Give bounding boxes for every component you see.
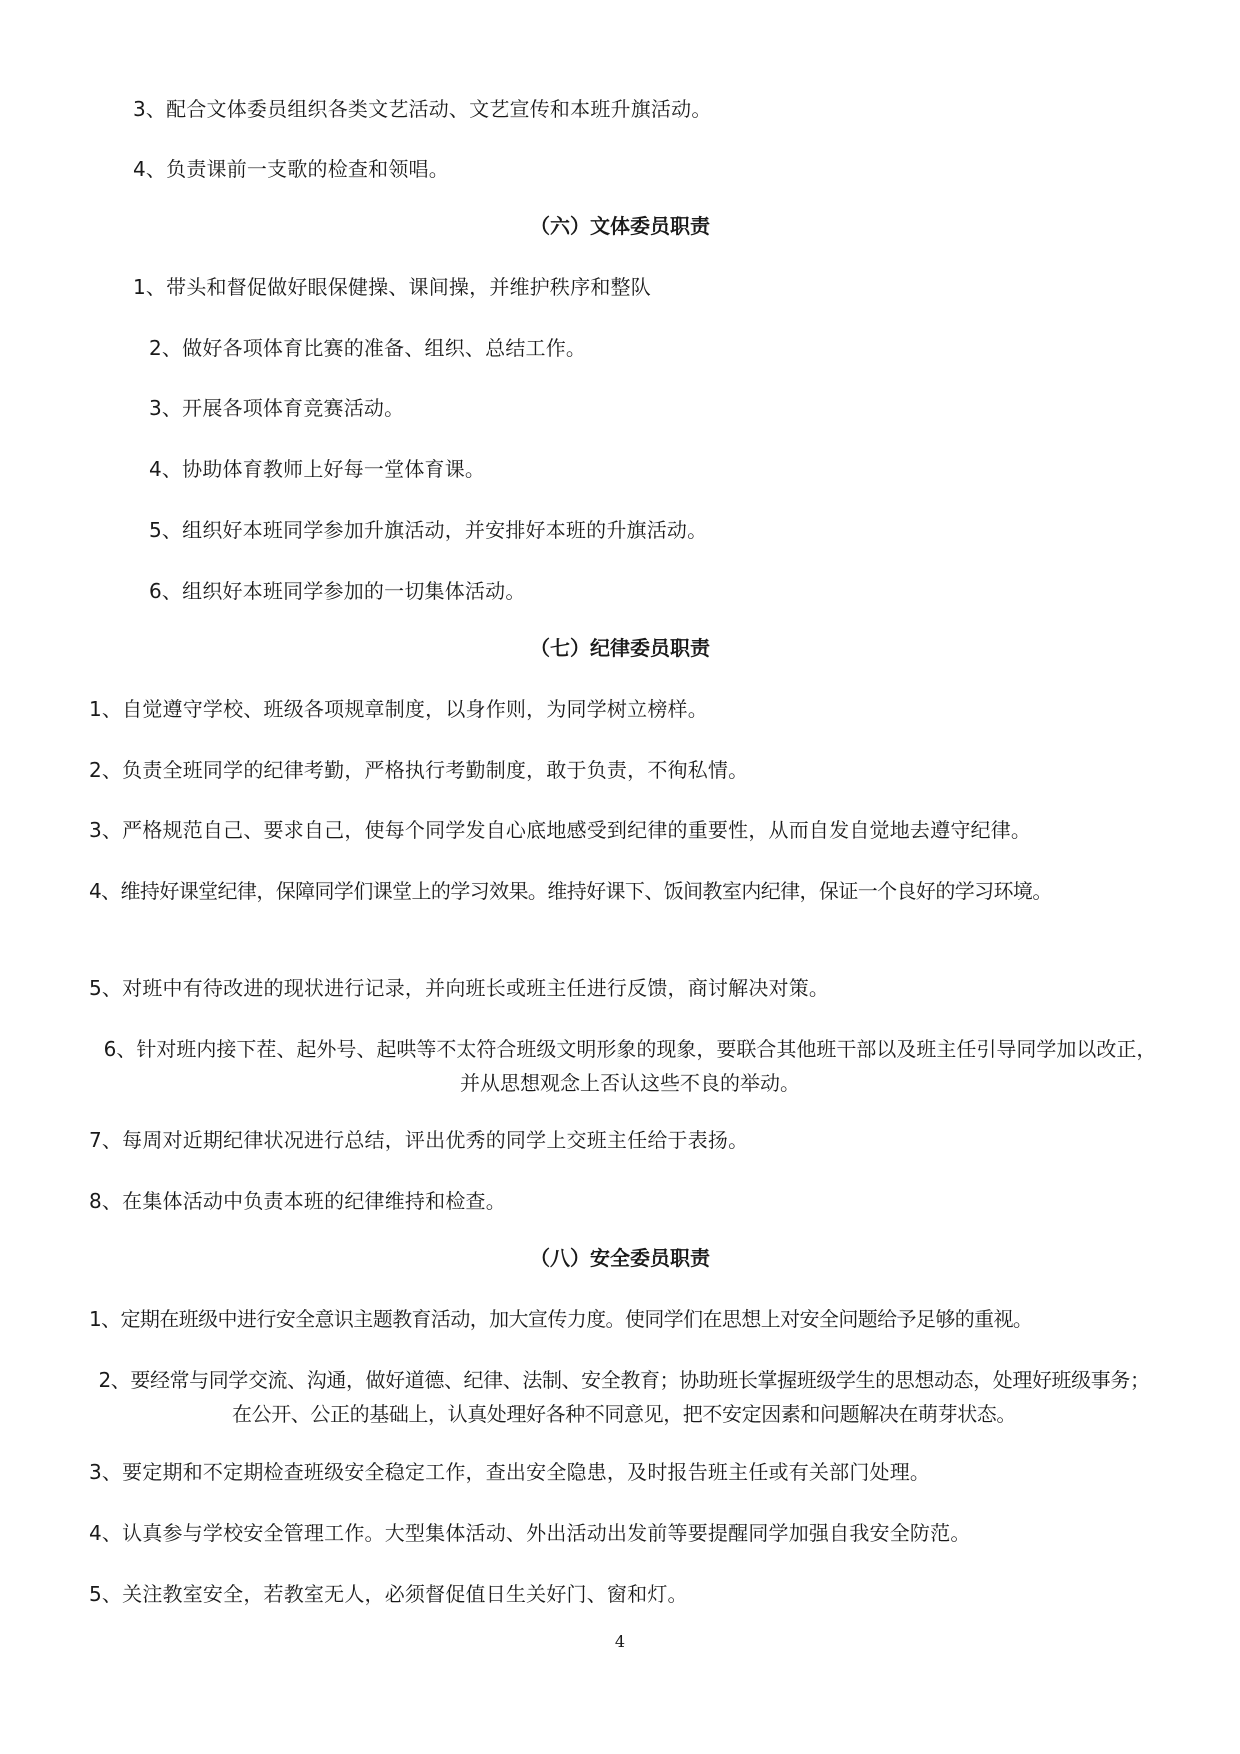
list-item: 5、组织好本班同学参加升旗活动，并安排好本班的升旗活动。 bbox=[149, 518, 708, 542]
list-item: 3、开展各项体育竞赛活动。 bbox=[149, 396, 405, 420]
list-item: 3、要定期和不定期检查班级安全稳定工作，查出安全隐患，及时报告班主任或有关部门处理。 bbox=[89, 1460, 931, 1484]
list-item: 1、自觉遵守学校、班级各项规章制度，以身作则，为同学树立榜样。 bbox=[89, 697, 708, 721]
list-item: 4、认真参与学校安全管理工作。大型集体活动、外出活动出发前等要提醒同学加强自我安全防范。 bbox=[89, 1521, 971, 1545]
list-item: 1、定期在班级中进行安全意识主题教育活动，加大宣传力度。使同学们在思想上对安全问题给予足够的重视。 bbox=[89, 1307, 1033, 1331]
list-item: 7、每周对近期纪律状况进行总结，评出优秀的同学上交班主任给于表扬。 bbox=[89, 1128, 749, 1152]
section-heading: （八）安全委员职责 bbox=[530, 1246, 710, 1270]
list-item: 4、协助体育教师上好每一堂体育课。 bbox=[149, 457, 486, 481]
list-item: 6、针对班内接下茬、起外号、起哄等不太符合班级文明形象的现象，要联合其他班干部以及班主任引导同学加以改正，并从思想观念上否认这些不良的举动。 bbox=[103, 1037, 1157, 1095]
list-item: 2、做好各项体育比赛的准备、组织、总结工作。 bbox=[149, 336, 587, 360]
list-item: 6、组织好本班同学参加的一切集体活动。 bbox=[149, 579, 526, 603]
list-item: 5、关注教室安全，若教室无人，必须督促值日生关好门、窗和灯。 bbox=[89, 1582, 688, 1606]
section-heading: （七）纪律委员职责 bbox=[530, 636, 710, 660]
list-item: 3、严格规范自己、要求自己，使每个同学发自心底地感受到纪律的重要性，从而自发自觉地去遵守纪律。 bbox=[89, 818, 1032, 842]
list-item: 4、维持好课堂纪律，保障同学们课堂上的学习效果。维持好课下、饭间教室内纪律，保证一个良好的学习环境。 bbox=[89, 879, 1052, 903]
list-item: 4、负责课前一支歌的检查和领唱。 bbox=[133, 157, 449, 181]
list-item: 5、对班中有待改进的现状进行记录，并向班长或班主任进行反馈，商讨解决对策。 bbox=[89, 976, 830, 1000]
list-item: 2、要经常与同学交流、沟通，做好道德、纪律、法制、安全教育；协助班长掌握班级学生的思想动态，处理好班级事务；在公开、公正的基础上，认真处理好各种不同意见，把不安定因素和问题解决在萌芽状态。 bbox=[98, 1368, 1150, 1426]
list-item: 3、配合文体委员组织各类文艺活动、文艺宣传和本班升旗活动。 bbox=[133, 97, 712, 121]
list-item: 1、带头和督促做好眼保健操、课间操，并维护秩序和整队 bbox=[133, 275, 651, 299]
section-heading: （六）文体委员职责 bbox=[530, 214, 710, 238]
list-item: 2、负责全班同学的纪律考勤，严格执行考勤制度，敢于负责，不徇私情。 bbox=[89, 758, 749, 782]
list-item: 8、在集体活动中负责本班的纪律维持和检查。 bbox=[89, 1189, 506, 1213]
page-number: 4 bbox=[614, 1632, 626, 1651]
